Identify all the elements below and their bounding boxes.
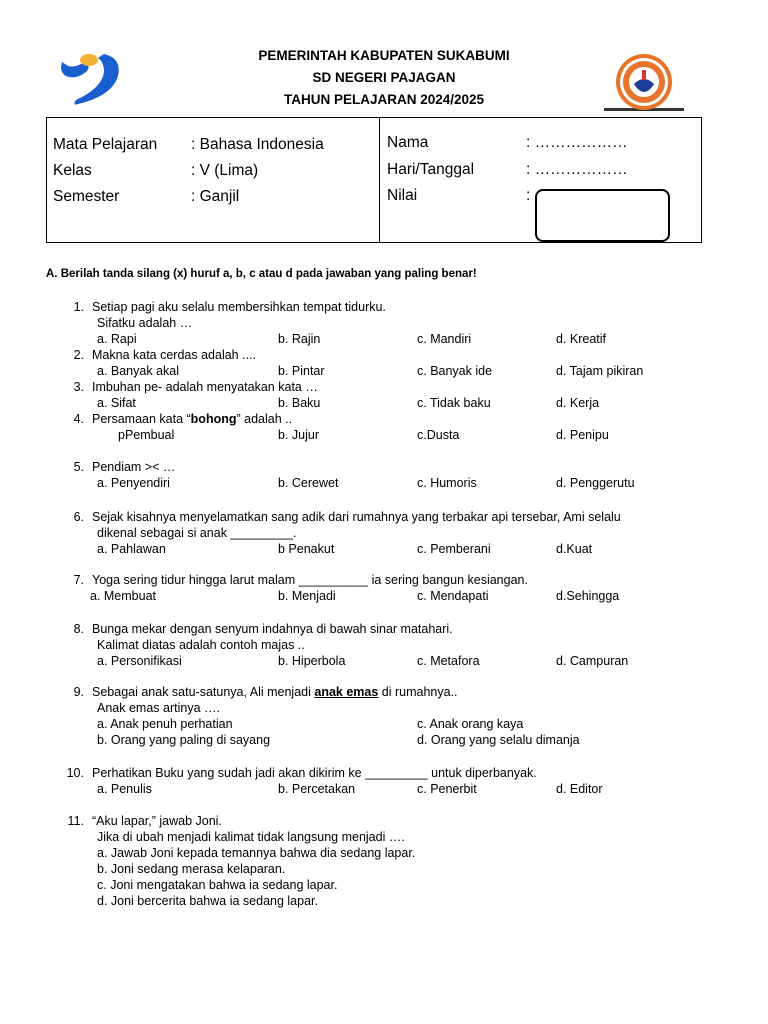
q6-text2: dikenal sebagai si anak _________. [97,526,297,540]
q4-option-c: c.Dusta [417,428,460,442]
q9-option-d: d. Orang yang selalu dimanja [417,733,580,747]
q8-text: Bunga mekar dengan senyum indahnya di bawah sinar matahari. [92,622,453,636]
q11-option-b: b. Joni sedang merasa kelaparan. [97,862,286,876]
subject-label: Mata Pelajaran [53,136,158,153]
q7-option-b: b. Menjadi [278,589,336,603]
q3-option-a: a. Sifat [97,396,136,410]
q10-option-d: d. Editor [556,782,603,796]
score-colon: : [526,187,531,204]
q1-option-c: c. Mandiri [417,332,472,346]
q11-option-a: a. Jawab Joni kepada temannya bahwa dia sedang lapar. [97,846,416,860]
header-government: PEMERINTAH KABUPATEN SUKABUMI [258,48,510,63]
q8-text2: Kalimat diatas adalah contoh majas .. [97,638,305,652]
q9-option-c: c. Anak orang kaya [417,717,524,731]
q3-text: Imbuhan pe- adalah menyatakan kata … [92,380,318,394]
q1-text: Setiap pagi aku selalu membersihkan tempat tidurku. [92,300,386,314]
score-label: Nilai [387,187,418,204]
q10-option-a: a. Penulis [97,782,152,796]
semester-label: Semester [53,188,120,205]
q5-option-b: b. Cerewet [278,476,339,490]
q3-option-d: d. Kerja [556,396,600,410]
q10-option-c: c. Penerbit [417,782,477,796]
q4-keyword: bohong [190,412,237,426]
q4-number: 4. [73,412,84,426]
q5-option-a: a. Penyendiri [97,476,170,490]
q5-text: Pendiam >< … [92,460,176,474]
date-field: : ……………… [526,161,628,178]
header-year: TAHUN PELAJARAN 2024/2025 [283,92,485,107]
q1-number: 1. [73,300,84,314]
class-label: Kelas [53,162,92,179]
class-value: : V (Lima) [191,162,259,179]
q6-option-c: c. Pemberani [417,542,491,556]
name-field: : ……………… [526,134,628,151]
q10-number: 10. [66,766,84,780]
q8-option-d: d. Campuran [556,654,629,668]
q9-option-a: a. Anak penuh perhatian [97,717,233,731]
q11-option-d: d. Joni bercerita bahwa ia sedang lapar. [97,894,318,908]
q9-number: 9. [73,685,84,699]
q2-option-c: c. Banyak ide [417,364,493,378]
q6-number: 6. [73,510,84,524]
q2-option-b: b. Pintar [278,364,325,378]
q5-option-c: c. Humoris [417,476,477,490]
q10-option-b: b. Percetakan [278,782,356,796]
q8-option-b: b. Hiperbola [278,654,346,668]
q5-number: 5. [73,460,84,474]
q4-option-b: b. Jujur [278,428,319,442]
q9-text: Sebagai anak satu-satunya, Ali menjadi anak emas di rumahnya.. [92,685,458,699]
score-box [535,189,670,242]
q7-option-d: d.Sehingga [556,589,620,603]
q7-option-a: a. Membuat [90,589,157,603]
q6-option-b: b Penakut [278,542,335,556]
q11-number: 11. [67,814,84,828]
name-label: Nama [387,134,429,151]
header-school: SD NEGERI PAJAGAN [312,70,456,85]
q8-option-c: c. Metafora [417,654,480,668]
subject-value: : Bahasa Indonesia [191,136,324,153]
q11-option-c: c. Joni mengatakan bahwa ia sedang lapar. [97,878,338,892]
q2-text: Makna kata cerdas adalah .... [92,348,256,362]
q6-text: Sejak kisahnya menyelamatkan sang adik dari rumahnya yang terbakar api tersebar, Ami selalu [92,510,621,524]
q1-option-b: b. Rajin [278,332,321,346]
q10-text: Perhatikan Buku yang sudah jadi akan dikirim ke _________ untuk diperbanyak. [92,766,537,780]
q3-option-b: b. Baku [278,396,321,410]
q9-keyword: anak emas [314,685,379,699]
q2-number: 2. [73,348,84,362]
q9-option-b: b. Orang yang paling di sayang [97,733,271,747]
q4-option-a: pPembual [118,428,175,442]
q4-text: Persamaan kata “bohong” adalah .. [92,412,293,426]
q3-number: 3. [73,380,84,394]
q6-option-d: d.Kuat [556,542,593,556]
q2-option-d: d. Tajam pikiran [556,364,644,378]
q11-text: “Aku lapar,” jawab Joni. [92,814,222,828]
semester-value: : Ganjil [191,188,240,205]
date-label: Hari/Tanggal [387,161,475,178]
q7-option-c: c. Mendapati [417,589,489,603]
info-box-divider [379,117,380,243]
q1-text2: Sifatku adalah … [97,316,193,330]
q8-option-a: a. Personifikasi [97,654,182,668]
q9-text2: Anak emas artinya …. [97,701,220,715]
q3-option-c: c. Tidak baku [417,396,491,410]
q1-option-d: d. Kreatif [556,332,607,346]
q2-option-a: a. Banyak akal [97,364,179,378]
q1-option-a: a. Rapi [97,332,137,346]
q4-option-d: d. Penipu [556,428,609,442]
q11-text2: Jika di ubah menjadi kalimat tidak langsung menjadi …. [97,830,405,844]
section-a-instruction: A. Berilah tanda silang (x) huruf a, b, c atau d pada jawaban yang paling benar! [46,268,477,280]
q7-number: 7. [73,573,84,587]
q5-option-d: d. Penggerutu [556,476,635,490]
q7-text: Yoga sering tidur hingga larut malam __________ ia sering bangun kesiangan. [92,573,528,587]
q8-number: 8. [73,622,84,636]
q6-option-a: a. Pahlawan [97,542,166,556]
